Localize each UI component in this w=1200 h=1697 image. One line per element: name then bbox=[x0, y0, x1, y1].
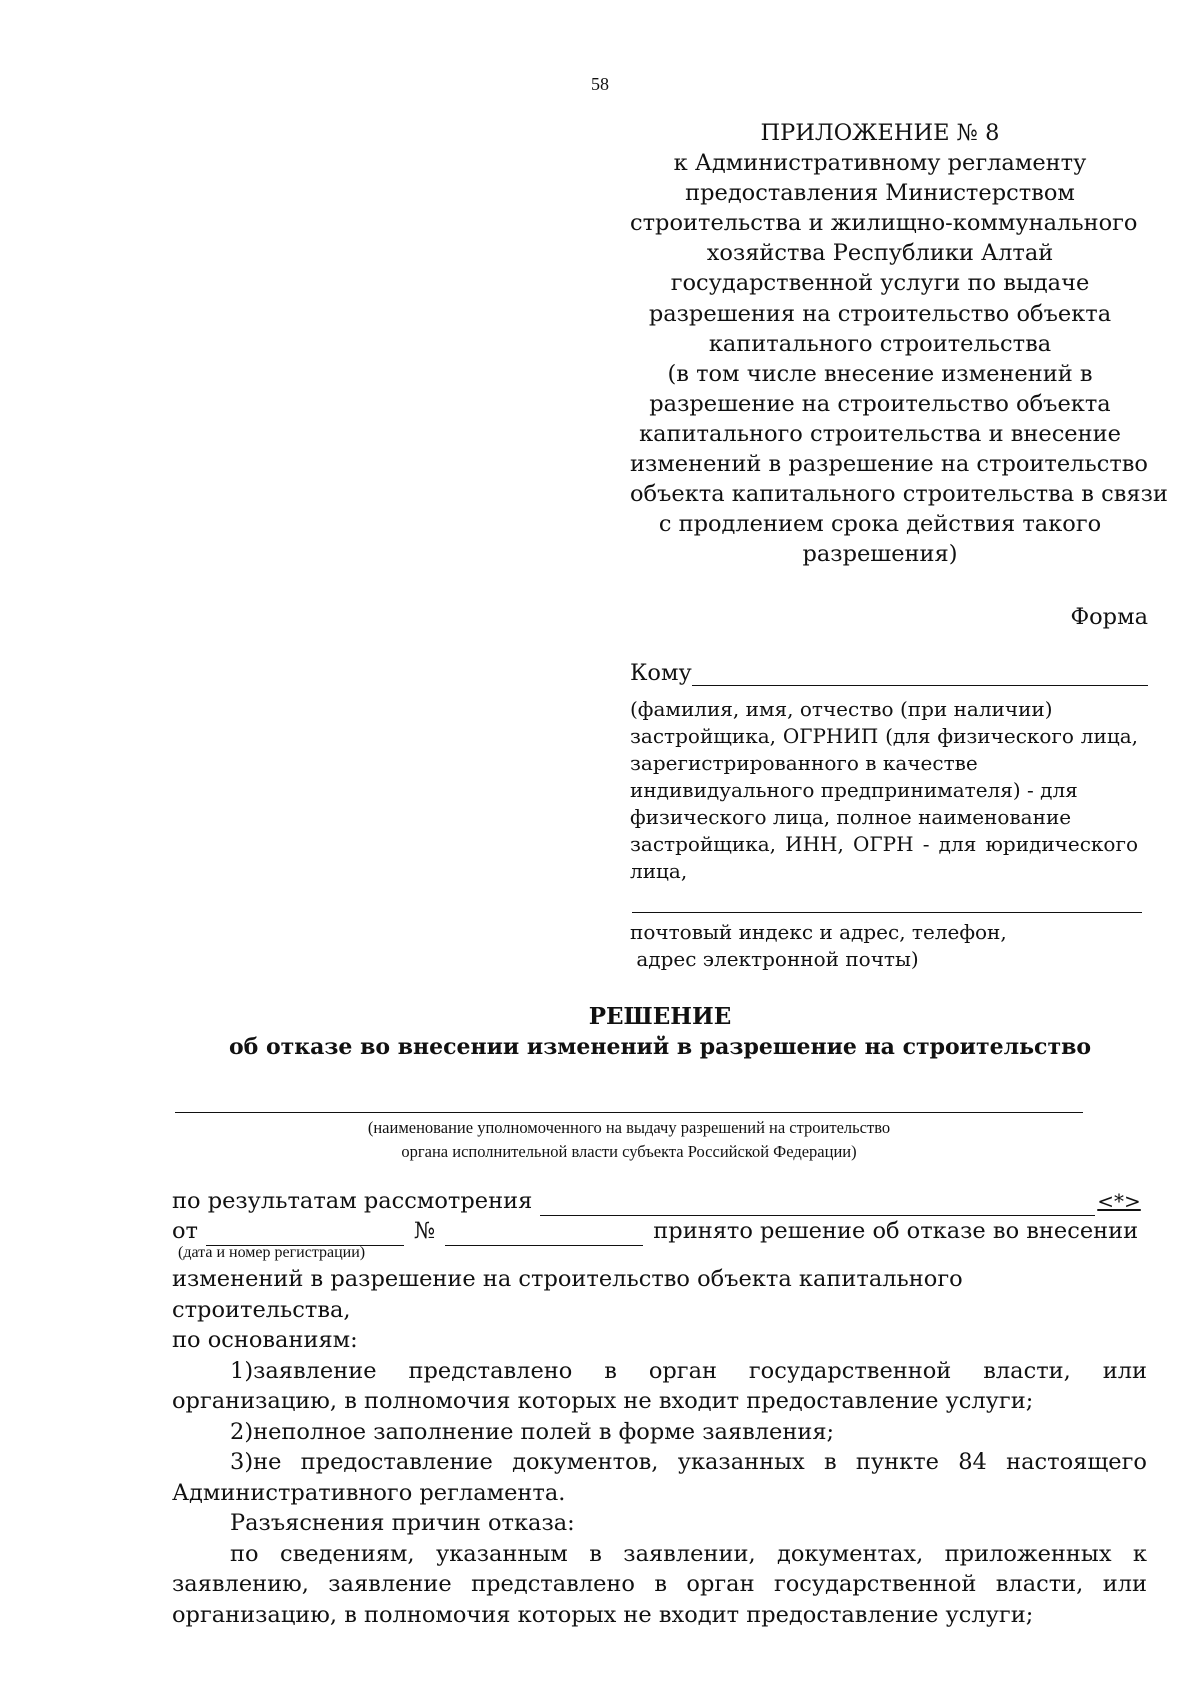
decision-statement: принято решение об отказе во внесении bbox=[653, 1217, 1139, 1244]
review-prefix: по результатам рассмотрения bbox=[172, 1187, 533, 1214]
recipient-label: Кому bbox=[630, 660, 692, 686]
recipient-address-note-line: почтовый индекс и адрес, телефон, bbox=[630, 920, 1007, 944]
reason-3-word: пункте bbox=[855, 1449, 939, 1475]
date-prefix: от bbox=[172, 1217, 198, 1244]
recipient-note-line: лица, bbox=[630, 859, 688, 883]
appendix-line: к Административному регламенту bbox=[673, 150, 1087, 177]
number-sign: № bbox=[414, 1217, 436, 1244]
reason-3-word: 3)не bbox=[230, 1449, 282, 1475]
number-blank bbox=[445, 1221, 643, 1246]
recipient-blank-line bbox=[692, 685, 1148, 686]
reason-3-tail: Административного регламента. bbox=[172, 1479, 566, 1506]
recipient-address-note-line: адрес электронной почты) bbox=[630, 947, 919, 971]
reason-3-word: 84 bbox=[958, 1449, 987, 1475]
appendix-line: хозяйства Республики Алтай bbox=[706, 240, 1054, 267]
appendix-line: государственной услуги по выдаче bbox=[670, 270, 1090, 297]
reason-1: 1)заявление представлено в орган государственной власти, или организацию, в полномочия которых не входит предоставление услуги; bbox=[172, 1357, 1147, 1414]
appendix-line: объекта капитального строительства в связи bbox=[630, 481, 1168, 508]
appendix-line: с продлением срока действия такого bbox=[658, 511, 1102, 538]
body-line: изменений в разрешение на строительство объекта капитального строительства, bbox=[172, 1266, 963, 1323]
appendix-line: разрешения) bbox=[802, 541, 958, 568]
appendix-line: разрешение на строительство объекта bbox=[649, 390, 1111, 417]
recipient-note-line: физического лица, полное наименование bbox=[630, 805, 1072, 829]
appendix-line: строительства и жилищно-коммунального bbox=[630, 210, 1138, 237]
appendix-line: капитального строительства и внесение bbox=[639, 420, 1121, 447]
page-number: 58 bbox=[591, 74, 609, 94]
recipient-field bbox=[630, 660, 1150, 686]
appendix-header bbox=[630, 118, 1168, 569]
appendix-line: изменений в разрешение на строительство bbox=[630, 451, 1148, 478]
appendix-line: (в том числе внесение изменений в bbox=[667, 360, 1093, 387]
appendix-line: разрешения на строительство объекта bbox=[648, 300, 1112, 327]
reason-3-word: в bbox=[823, 1449, 837, 1475]
authority-blank-line bbox=[175, 1112, 1083, 1113]
reason-3-word: настоящего bbox=[1006, 1449, 1147, 1475]
decision-body bbox=[172, 1186, 1147, 1630]
recipient-note-line: зарегистрированного в качестве bbox=[630, 751, 978, 775]
recipient-note-line: (фамилия, имя, отчество (при наличии) bbox=[630, 697, 1053, 721]
date-note: (дата и номер регистрации) bbox=[178, 1244, 366, 1261]
reason-3-word: предоставление bbox=[300, 1449, 493, 1475]
reason-3-word: документов, bbox=[512, 1449, 659, 1475]
footnote-mark: <*> bbox=[1097, 1188, 1141, 1213]
reason-3 bbox=[172, 1447, 1147, 1478]
recipient-note-line: застройщика, ОГРНИП (для физического лица, bbox=[630, 724, 1138, 748]
recipient-address-blank-line bbox=[632, 912, 1142, 913]
authority-note-line: (наименование уполномоченного на выдачу разрешений на строительство bbox=[367, 1118, 891, 1137]
authority-note-line: органа исполнительной власти субъекта Российской Федерации) bbox=[401, 1142, 857, 1161]
recipient-note-line: индивидуального предпринимателя) - для bbox=[630, 778, 1078, 802]
recipient-address-note bbox=[630, 919, 1150, 973]
recipient-note-line: застройщика, ИНН, ОГРН - для юридического bbox=[630, 832, 1138, 856]
appendix-line: ПРИЛОЖЕНИЕ № 8 bbox=[760, 120, 1000, 146]
review-blank bbox=[540, 1191, 1095, 1216]
appendix-line: капитального строительства bbox=[708, 330, 1052, 357]
review-line bbox=[172, 1186, 1147, 1216]
explanation-text: по сведениям, указанным в заявлении, документах, приложенных к заявлению, заявление представлено в орган государственной власти, или организацию, в полномочия которых не входит предоставление услуги; bbox=[172, 1540, 1147, 1628]
decision-title: РЕШЕНИЕ bbox=[588, 1003, 732, 1030]
explanation-title: Разъяснения причин отказа: bbox=[230, 1510, 575, 1536]
body-line: по основаниям: bbox=[172, 1327, 358, 1353]
appendix-line: предоставления Министерством bbox=[685, 180, 1075, 207]
form-label: Форма bbox=[1070, 604, 1148, 630]
authority-note bbox=[175, 1116, 1083, 1164]
reason-2: 2)неполное заполнение полей в форме заявления; bbox=[230, 1418, 835, 1445]
decision-subtitle: об отказе во внесении изменений в разрешение на строительство bbox=[228, 1034, 1092, 1060]
recipient-note bbox=[630, 696, 1150, 885]
reason-3-word: указанных bbox=[677, 1449, 805, 1475]
